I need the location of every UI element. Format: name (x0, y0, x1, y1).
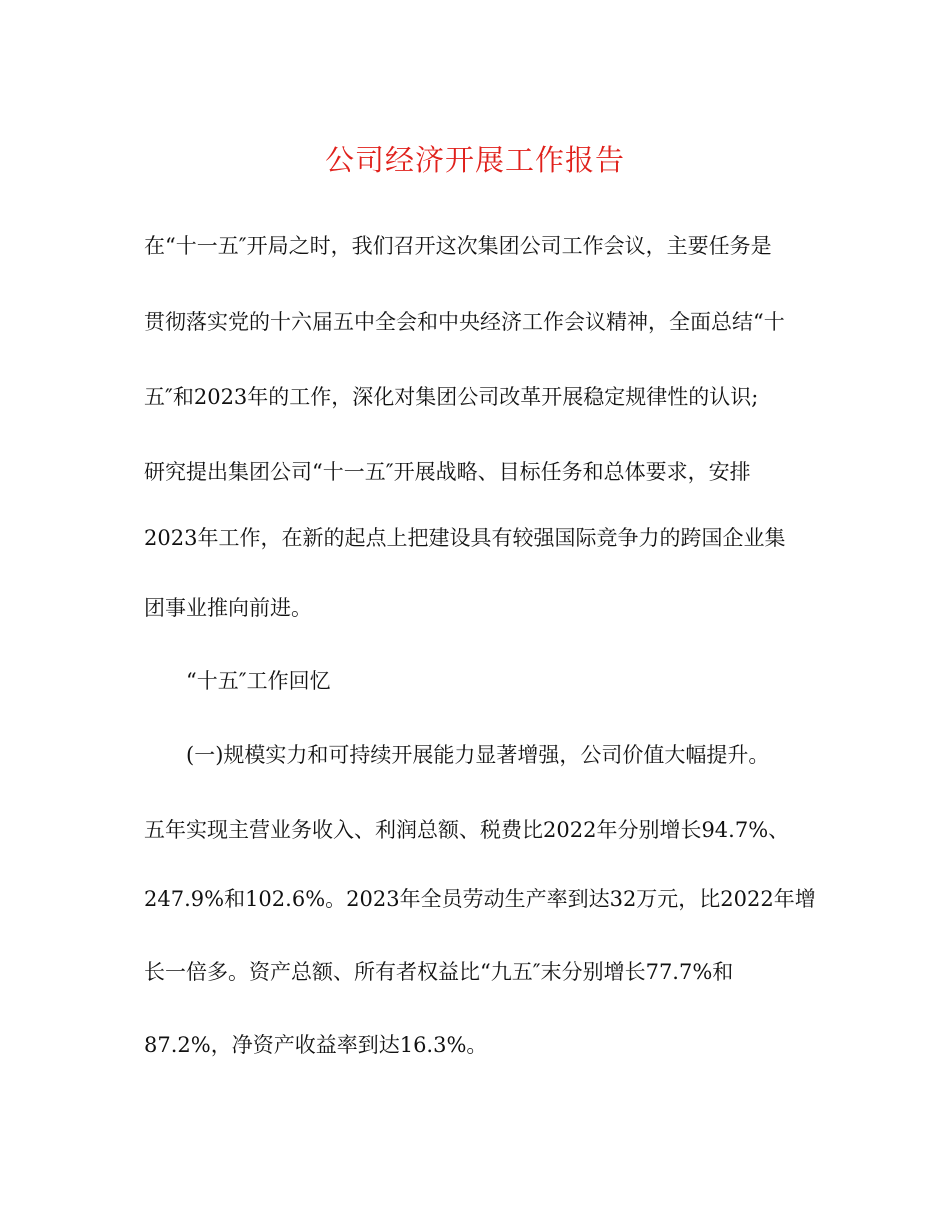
paragraph-line: 2023年工作，在新的起点上把建设具有较强国际竞争力的跨国企业集 (144, 526, 786, 550)
paragraph-line: 长一倍多。资产总额、所有者权益比“九五″末分别增长77.7%和 (144, 960, 734, 984)
document-title: 公司经济开展工作报告 (324, 143, 625, 177)
paragraph-line: 247.9%和102.6%。2023年全员劳动生产率到达32万元，比2022年增 (144, 887, 816, 911)
paragraph-line: 研究提出集团公司“十一五″开展战略、目标任务和总体要求，安排 (144, 460, 751, 484)
paragraph-line: 87.2%，净资产收益率到达16.3%。 (144, 1033, 488, 1057)
paragraph-line: 贯彻落实党的十六届五中全会和中央经济工作会议精神，全面总结“十 (144, 310, 785, 334)
paragraph-line: 在“十一五″开局之时，我们召开这次集团公司工作会议，主要任务是 (144, 234, 772, 258)
paragraph-line: 五″和2023年的工作，深化对集团公司改革开展稳定规律性的认识; (144, 385, 759, 409)
paragraph-line: 团事业推向前进。 (144, 596, 312, 620)
paragraph-line: 五年实现主营业务收入、利润总额、税费比2022年分别增长94.7%、 (144, 818, 790, 842)
paragraph-line: (一)规模实力和可持续开展能力显著增强，公司价值大幅提升。 (186, 743, 770, 767)
section-heading: “十五″工作回忆 (186, 669, 331, 693)
